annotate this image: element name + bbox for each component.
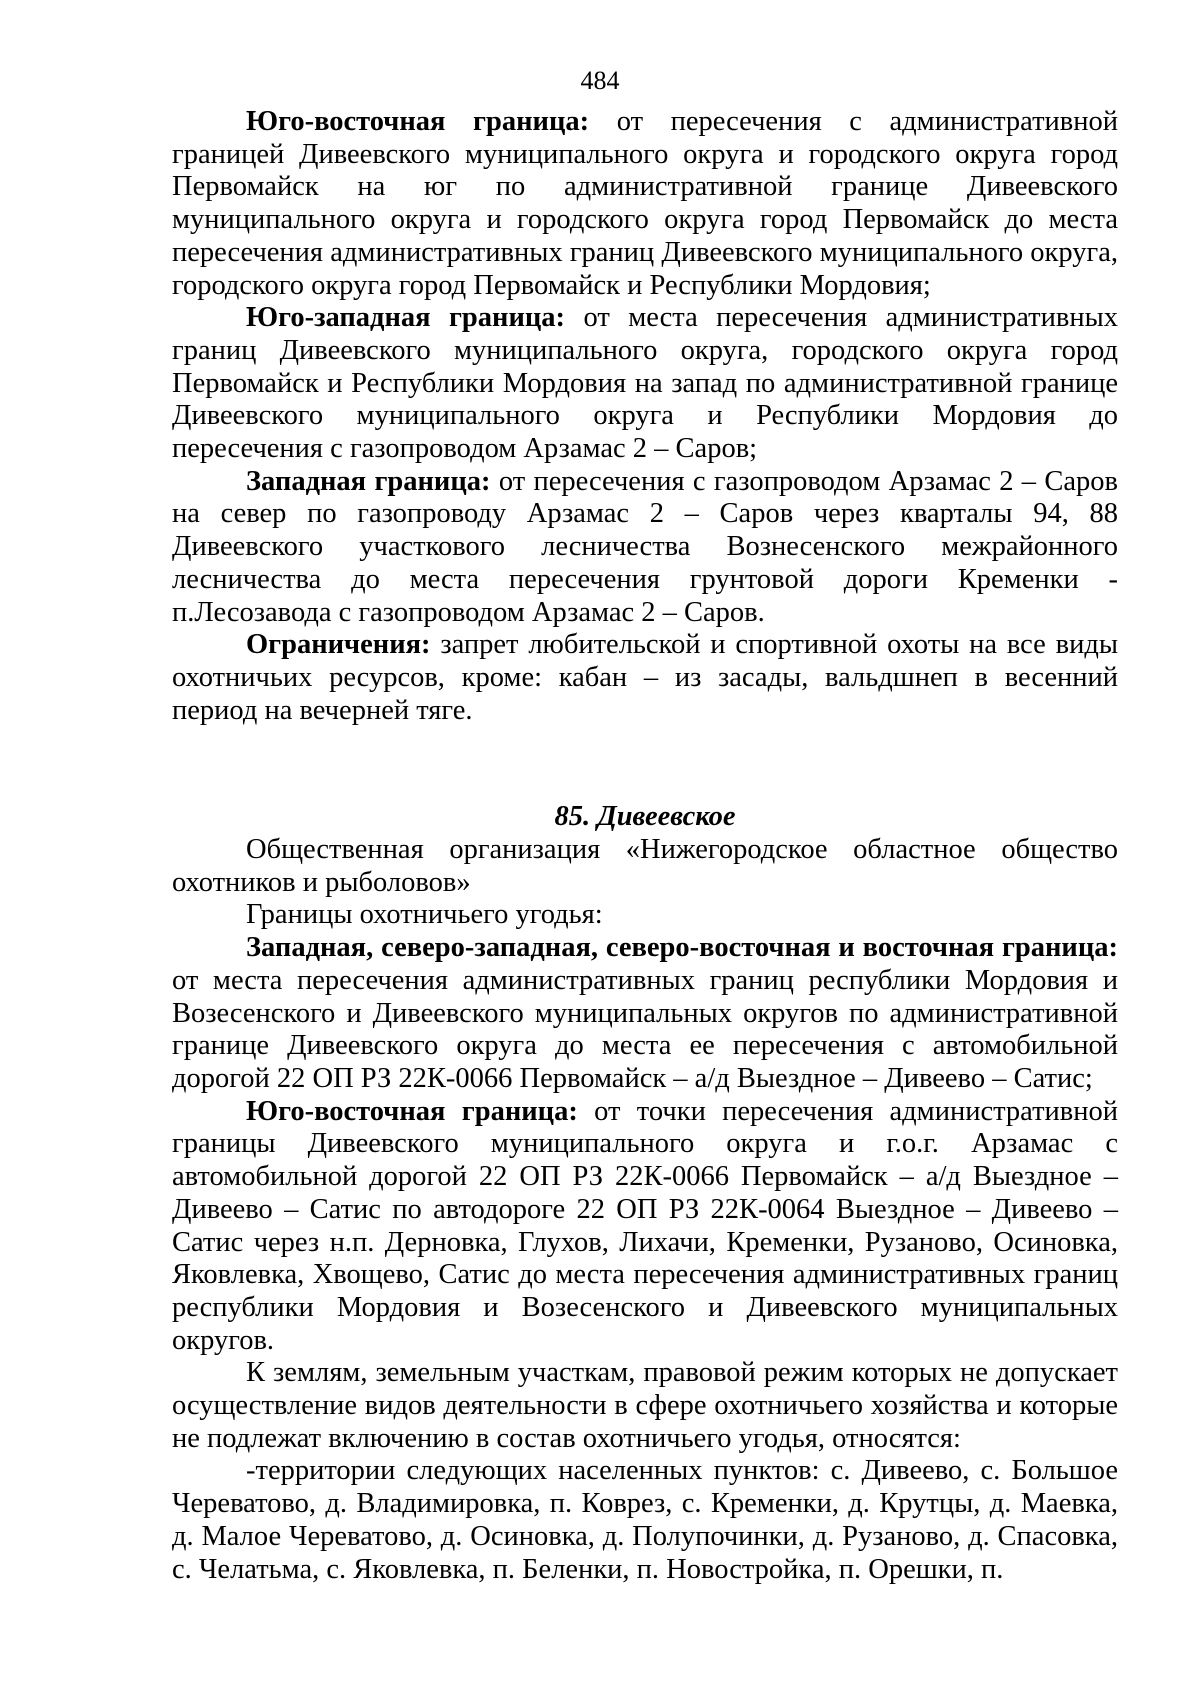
page-number: 484	[580, 66, 620, 95]
west-boundary-paragraph	[172, 466, 1118, 630]
paragraph-label: Юго-восточная граница:	[246, 106, 590, 137]
paragraph-text: запрет любительской и спортивной охоты на все виды охотничьих ресурсов, кроме: кабан – из засады, вальдшнеп в весенний период на вечерней тяге.	[172, 629, 1118, 726]
paragraph-text: от места пересечения административных границ республики Мордовия и Возесенского и Дивеевского муниципальных округов по административной границе Дивеевского округа до места ее пересечения с автомобильной дорогой 22 ОП РЗ 22К-0066 Первомайск – а/д Выездное – Дивеево – Сатис;	[172, 964, 1118, 1094]
paragraph-text: от места пересечения административных границ Дивеевского муниципального округа, городского округа город Первомайск и Республики Мордовия на запад по административной границе Дивеевского муниципального округа и Республики Мордовия до пересечения с газопроводом Арзамас 2 – Саров;	[172, 302, 1118, 465]
organization-paragraph: Общественная организация «Нижегородское областное общество охотников и рыболовов»	[172, 834, 1118, 898]
paragraph-label: Юго-западная граница:	[246, 302, 566, 334]
southwest-boundary-paragraph	[172, 302, 1118, 466]
southeast-boundary-paragraph	[172, 106, 1118, 302]
exclusions-intro-paragraph: К землям, земельным участкам, правовой режим которых не допускает осуществление видов деятельности в сфере охотничьего хозяйства и которые не подлежат включению в состав охотничьего угодья, относятся:	[172, 1357, 1118, 1454]
southeast-boundary-paragraph-2	[172, 1096, 1118, 1358]
paragraph-label: Западная, северо-западная, северо-восточная и восточная граница:	[246, 932, 1118, 964]
paragraph-label: Юго-восточная граница:	[246, 1095, 578, 1127]
paragraph-text: от пересечения с административной границей Дивеевского муниципального округа и городского округа город Первомайск на юг по административной границе Дивеевского муниципального округа и городского округа город Первомайск до места пересечения административных границ Дивеевского муниципального округа, городского округа город Первомайск и Республики Мордовия;	[172, 106, 1118, 301]
west-northwest-northeast-east-boundary-paragraph	[172, 932, 1118, 1096]
paragraph-text: от точки пересечения административной границы Дивеевского муниципального округа и г.о.г. Арзамас с автомобильной дорогой 22 ОП РЗ 22К-0066 Первомайск – а/д Выездное – Дивеево – Сатис по автодороге 22 ОП РЗ 22К-0064 Выездное – Дивеево – Сатис через н.п. Дерновка, Глухов, Лихачи, Кременки, Рузаново, Осиновка, Яковлевка, Хвощево, Сатис до места пересечения административных границ республики Мордовия и Возесенского и Дивеевского муниципальных округов.	[172, 1095, 1118, 1356]
restrictions-paragraph	[172, 629, 1118, 727]
boundaries-heading: Границы охотничьего угодья:	[246, 899, 603, 931]
paragraph-text: от пересечения с газопроводом Арзамас 2 – Саров на север по газопроводу Арзамас 2 – Саров через кварталы 94, 88 Дивеевского участкового лесничества Вознесенского межрайонного лесничества до места пересечения грунтовой дороги Кременки - п.Лесозавода с газопроводом Арзамас 2 – Саров.	[172, 465, 1118, 628]
document-body	[172, 106, 1118, 1586]
paragraph-label: Ограничения:	[246, 629, 431, 661]
settlements-paragraph: -территории следующих населенных пунктов: с. Дивеево, с. Большое Череватово, д. Владимировка, п. Коврез, с. Кременки, д. Крутцы, д. Маевка, д. Малое Череватово, д. Осиновка, д. Полупочинки, д. Рузаново, д. Спасовка, с. Челатьма, с. Яковлевка, п. Беленки, п. Новостройка, п. Орешки, п.	[172, 1455, 1118, 1585]
section-title: 85. Дивеевское	[554, 801, 736, 833]
paragraph-label: Западная граница:	[246, 465, 491, 497]
